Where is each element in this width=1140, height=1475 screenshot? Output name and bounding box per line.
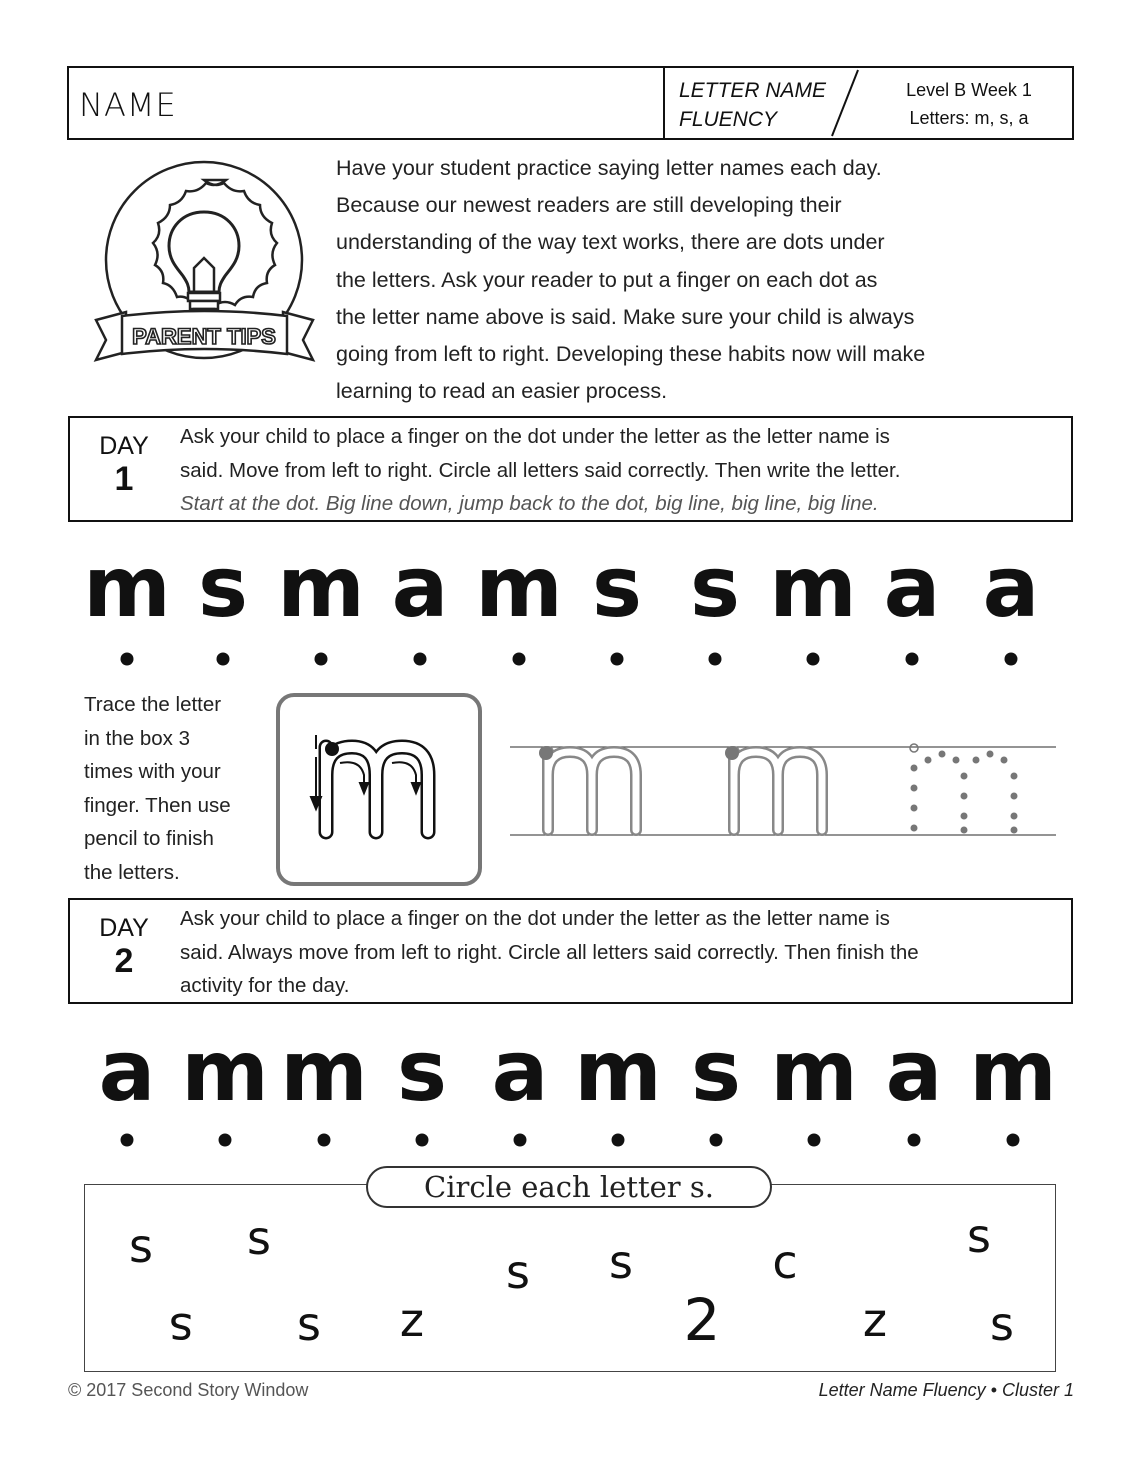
day-number: 1: [114, 460, 134, 498]
finger-dot[interactable]: [219, 1134, 232, 1147]
header-slash: [824, 68, 864, 138]
letter-m[interactable]: m: [475, 538, 563, 636]
finger-dot[interactable]: [808, 1134, 821, 1147]
finger-dot[interactable]: [318, 1134, 331, 1147]
circle-item-z[interactable]: z: [862, 1293, 888, 1347]
badge-label: PARENT TIPS: [132, 324, 276, 349]
finger-dot[interactable]: [908, 1134, 921, 1147]
finger-dot[interactable]: [709, 653, 722, 666]
day2-instructions: [180, 902, 1065, 1003]
circle-item-s[interactable]: s: [247, 1211, 271, 1265]
day1-box: [68, 416, 1073, 522]
circle-item-s[interactable]: s: [169, 1303, 193, 1357]
day-word: DAY: [99, 914, 149, 942]
parent-tips-badge: [82, 160, 327, 375]
gray-m-1: [539, 746, 636, 830]
tips-line: understanding of the way text works, there are dots under: [336, 230, 885, 255]
letter-a[interactable]: a: [883, 538, 941, 636]
letter-m[interactable]: m: [280, 1022, 368, 1120]
circle-item-s[interactable]: s: [967, 1209, 991, 1263]
letter-m[interactable]: m: [969, 1022, 1057, 1120]
finger-dot[interactable]: [906, 653, 919, 666]
trace-line: in the box 3: [84, 726, 190, 750]
trace-line: pencil to finish: [84, 827, 214, 851]
trace-line: the letters.: [84, 860, 180, 884]
letter-m[interactable]: m: [277, 538, 365, 636]
tips-line: the letters. Ask your reader to put a finger on each dot as: [336, 267, 878, 292]
circle-item-s[interactable]: s: [297, 1297, 321, 1351]
circle-item-s[interactable]: s: [129, 1219, 153, 1273]
stroke-instruction: Start at the dot. Big line down, jump back to the dot, big line, big line, big line.: [180, 492, 879, 515]
finger-dot[interactable]: [710, 1134, 723, 1147]
finger-dot[interactable]: [513, 653, 526, 666]
instruction-line: said. Move from left to right. Circle all letters said correctly. Then write the letter.: [180, 458, 901, 482]
letters-line: Letters: m, s, a: [909, 108, 1029, 128]
copyright: © 2017 Second Story Window: [68, 1380, 309, 1400]
letter-s[interactable]: s: [592, 538, 642, 636]
circle-item-s[interactable]: s: [609, 1235, 633, 1289]
tips-line: going from left to right. Developing these habits now will make: [336, 342, 926, 367]
finger-dot[interactable]: [1007, 1134, 1020, 1147]
finger-dot[interactable]: [121, 653, 134, 666]
circle-item-z[interactable]: z: [399, 1293, 425, 1347]
day1-instructions: [180, 420, 1065, 521]
trace-box[interactable]: [276, 693, 482, 886]
letter-m[interactable]: m: [770, 1022, 858, 1120]
trace-instructions: [84, 688, 264, 890]
letter-m[interactable]: m: [574, 1022, 662, 1120]
finger-dot[interactable]: [1005, 653, 1018, 666]
tips-line: learning to read an easier process.: [336, 379, 668, 404]
day2-box: [68, 898, 1073, 1004]
letter-s[interactable]: s: [691, 1022, 741, 1120]
instruction-line: Ask your child to place a finger on the dot under the letter as the letter name is: [180, 425, 890, 448]
circle-item-two[interactable]: 2: [683, 1286, 721, 1354]
instruction-line: activity for the day.: [180, 974, 350, 997]
letter-a[interactable]: a: [491, 1022, 549, 1120]
dotted-m: [910, 744, 1018, 834]
outlined-m-with-arrows: [280, 697, 478, 882]
trace-line: Trace the letter: [84, 693, 222, 716]
tips-line: Have your student practice saying letter names each day.: [336, 156, 882, 180]
instruction-line: said. Always move from left to right. Circle all letters said correctly. Then finish the: [180, 940, 919, 964]
finger-dot[interactable]: [217, 653, 230, 666]
trace-line: times with your: [84, 760, 221, 784]
finger-dot[interactable]: [514, 1134, 527, 1147]
letter-m[interactable]: m: [83, 538, 171, 636]
fluency-title: [679, 76, 826, 134]
letter-m[interactable]: m: [769, 538, 857, 636]
circle-item-s[interactable]: s: [990, 1297, 1014, 1351]
finger-dot[interactable]: [315, 653, 328, 666]
series-label: Letter Name Fluency • Cluster 1: [818, 1380, 1074, 1400]
circle-activity-box: [84, 1184, 1056, 1372]
handwriting-lines[interactable]: [510, 740, 1060, 840]
finger-dot[interactable]: [121, 1134, 134, 1147]
circle-item-c[interactable]: c: [772, 1235, 798, 1289]
day-number: 2: [114, 942, 134, 980]
trace-line: finger. Then use: [84, 793, 231, 817]
day1-label: [82, 432, 166, 498]
lightbulb-icon: [169, 212, 239, 315]
letter-s[interactable]: s: [690, 538, 740, 636]
finger-dot[interactable]: [416, 1134, 429, 1147]
letter-a[interactable]: a: [982, 538, 1040, 636]
letter-s[interactable]: s: [397, 1022, 447, 1120]
header-box: [67, 66, 1074, 140]
parent-tips-text: [336, 150, 1066, 410]
fluency-line-2: FLUENCY: [679, 108, 778, 131]
fluency-line-1: LETTER NAME: [679, 79, 827, 102]
level-line: Level B Week 1: [906, 80, 1032, 100]
circle-activity-title: Circle each letter s.: [366, 1166, 772, 1208]
finger-dot[interactable]: [807, 653, 820, 666]
letter-s[interactable]: s: [198, 538, 248, 636]
letter-m[interactable]: m: [181, 1022, 269, 1120]
header-divider: [663, 68, 665, 138]
letter-a[interactable]: a: [98, 1022, 156, 1120]
letter-a[interactable]: a: [391, 538, 449, 636]
gray-m-2: [725, 746, 822, 830]
circle-item-s[interactable]: s: [506, 1245, 530, 1299]
finger-dot[interactable]: [414, 653, 427, 666]
level-info: [869, 76, 1069, 132]
day2-label: [82, 914, 166, 980]
finger-dot[interactable]: [612, 1134, 625, 1147]
day-word: DAY: [99, 432, 149, 460]
finger-dot[interactable]: [611, 653, 624, 666]
letter-a[interactable]: a: [885, 1022, 943, 1120]
tips-line: Because our newest readers are still developing their: [336, 193, 842, 218]
tips-line: the letter name above is said. Make sure your child is always: [336, 304, 915, 329]
instruction-line: Ask your child to place a finger on the dot under the letter as the letter name is: [180, 907, 890, 930]
name-label: NAME: [79, 86, 177, 124]
